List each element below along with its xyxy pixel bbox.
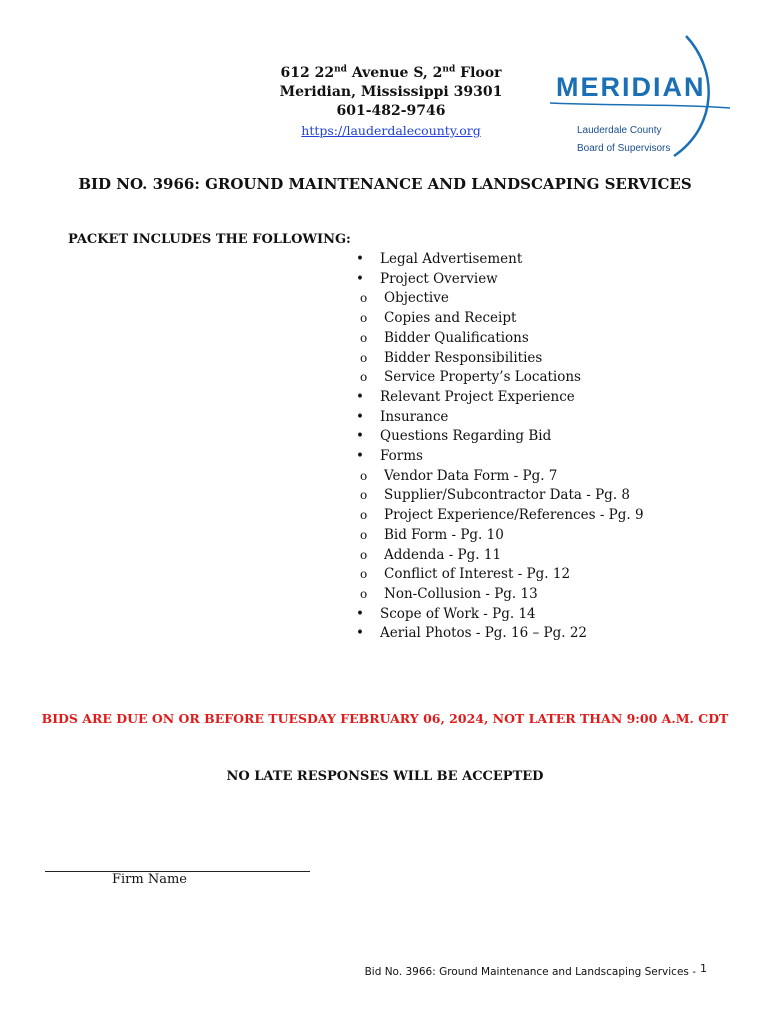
meridian-logo [550,30,740,160]
address-line-2: Meridian, Mississippi 39301 [279,84,503,100]
sub-list-item-label: Vendor Data Form - Pg. 7 [384,467,558,484]
circle-bullet-icon: o [360,291,368,306]
sub-list-item [356,585,644,605]
bullet-icon: • [356,388,364,405]
list-item [356,447,644,467]
sub-list-item [356,526,644,546]
logo-line-1: Lauderdale County [577,125,662,136]
sub-list-item [356,368,644,388]
sub-list-item [356,486,644,506]
bullet-icon: • [356,448,364,465]
bullet-icon: • [356,625,364,642]
list-item-label: Insurance [380,408,449,425]
sub-list-item-label: Addenda - Pg. 11 [384,546,502,563]
sub-list-item-label: Service Property’s Locations [384,369,581,386]
address-block [262,64,520,141]
logo-name: MERIDIAN [556,72,706,102]
bullet-icon: • [356,428,364,445]
page-number: 1 [700,962,707,975]
list-item [356,624,644,644]
sub-list-item [356,309,644,329]
sub-list [356,289,644,388]
no-late-notice: NO LATE RESPONSES WILL BE ACCEPTED [226,769,544,784]
bullet-icon: • [356,270,364,287]
page-footer [365,962,707,978]
list-item [356,427,644,447]
list-item-label: Legal Advertisement [380,251,523,267]
list-item-label: Relevant Project Experience [380,388,575,405]
sub-list [356,467,644,605]
packet-heading: PACKET INCLUDES THE FOLLOWING: [68,232,351,247]
sub-list-item-label: Non-Collusion - Pg. 13 [384,585,538,602]
list-item-label: Project Overview [380,270,498,287]
sub-list-item-label: Bidder Responsibilities [384,349,543,366]
sub-list-item-label: Bid Form - Pg. 10 [384,526,504,543]
circle-bullet-icon: o [360,488,368,503]
list-item-label: Questions Regarding Bid [380,428,552,445]
packet-contents-list [356,250,644,644]
sub-list-item-label: Copies and Receipt [384,310,517,327]
sub-list-item [356,506,644,526]
bullet-icon: • [356,251,364,267]
phone-number: 601-482-9746 [336,103,446,119]
document-title: BID NO. 3966: GROUND MAINTENANCE AND LANDSCAPING SERVICES [78,175,692,193]
sub-list-item-label: Objective [384,290,449,307]
logo-swoosh [550,103,730,108]
sub-list-item [356,565,644,585]
sub-list-item [356,349,644,369]
sub-list-item-label: Project Experience/References - Pg. 9 [384,507,644,524]
address-line-1: 612 22nd Avenue S, 2nd Floor [280,64,502,81]
circle-bullet-icon: o [360,370,368,385]
bullet-icon: • [356,605,364,622]
circle-bullet-icon: o [360,508,368,523]
list-item-label: Forms [380,448,423,465]
list-item [356,605,644,625]
list-item-label: Aerial Photos - Pg. 16 – Pg. 22 [380,625,588,642]
due-date-notice: BIDS ARE DUE ON OR BEFORE TUESDAY FEBRUARY 06, 2024, NOT LATER THAN 9:00 A.M. CDT [41,711,729,726]
circle-bullet-icon: o [360,586,368,601]
website-link[interactable]: https://lauderdalecounty.org [301,123,481,138]
sub-list-item [356,546,644,566]
sub-list-item [356,289,644,309]
sub-list-item [356,467,644,487]
circle-bullet-icon: o [360,311,368,326]
footer-text: Bid No. 3966: Ground Maintenance and Landscaping Services - [364,966,696,978]
list-item [356,250,644,270]
list-item [356,270,644,290]
sub-list-item-label: Supplier/Subcontractor Data - Pg. 8 [384,487,630,504]
list-item [356,388,644,408]
logo-line-2: Board of Supervisors [577,143,671,154]
circle-bullet-icon: o [360,468,368,483]
circle-bullet-icon: o [360,330,368,345]
bullet-icon: • [356,408,364,425]
sub-list-item-label: Bidder Qualifications [384,329,529,346]
list-item-label: Scope of Work - Pg. 14 [380,605,536,622]
list-item [356,408,644,428]
sub-list-item-label: Conflict of Interest - Pg. 12 [384,566,571,583]
circle-bullet-icon: o [360,527,368,542]
sub-list-item [356,329,644,349]
circle-bullet-icon: o [360,567,368,582]
circle-bullet-icon: o [360,547,368,562]
circle-bullet-icon: o [360,350,368,365]
firm-name-label: Firm Name [112,872,187,887]
